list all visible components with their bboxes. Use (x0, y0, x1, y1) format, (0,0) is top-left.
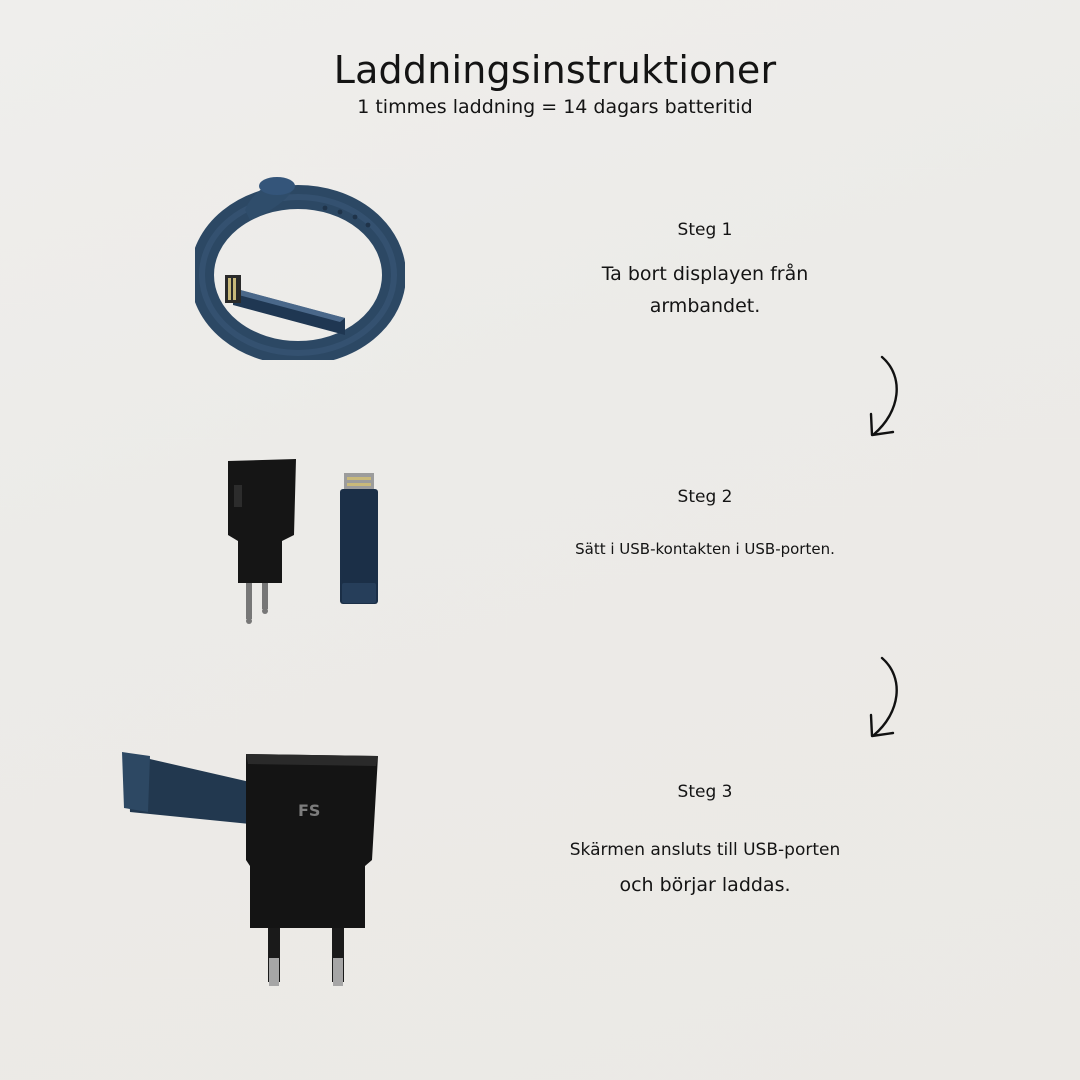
page-title: Laddningsinstruktioner (333, 48, 777, 92)
curved-arrow-down-icon (860, 352, 920, 442)
charger-and-module-photo (220, 455, 390, 630)
step-2-text: Sätt i USB-kontakten i USB-porten. (575, 540, 835, 558)
step-3-text-line-1: Skärmen ansluts till USB-porten (569, 840, 841, 860)
step-1-text-line-2: armbandet. (649, 295, 761, 317)
wristband-photo (195, 170, 405, 360)
curved-arrow-down-icon (860, 653, 920, 743)
charger-with-display-photo (110, 748, 385, 998)
step-1-label: Steg 1 (677, 220, 733, 240)
step-3-text-line-2: och börjar laddas. (619, 874, 791, 896)
step-2-label: Steg 2 (677, 487, 733, 507)
charger-brand-label: FS (298, 801, 321, 820)
step-1-text-line-1: Ta bort displayen från (601, 263, 809, 285)
page-subtitle: 1 timmes laddning = 14 dagars batteritid (357, 96, 753, 118)
step-3-label: Steg 3 (677, 782, 733, 802)
